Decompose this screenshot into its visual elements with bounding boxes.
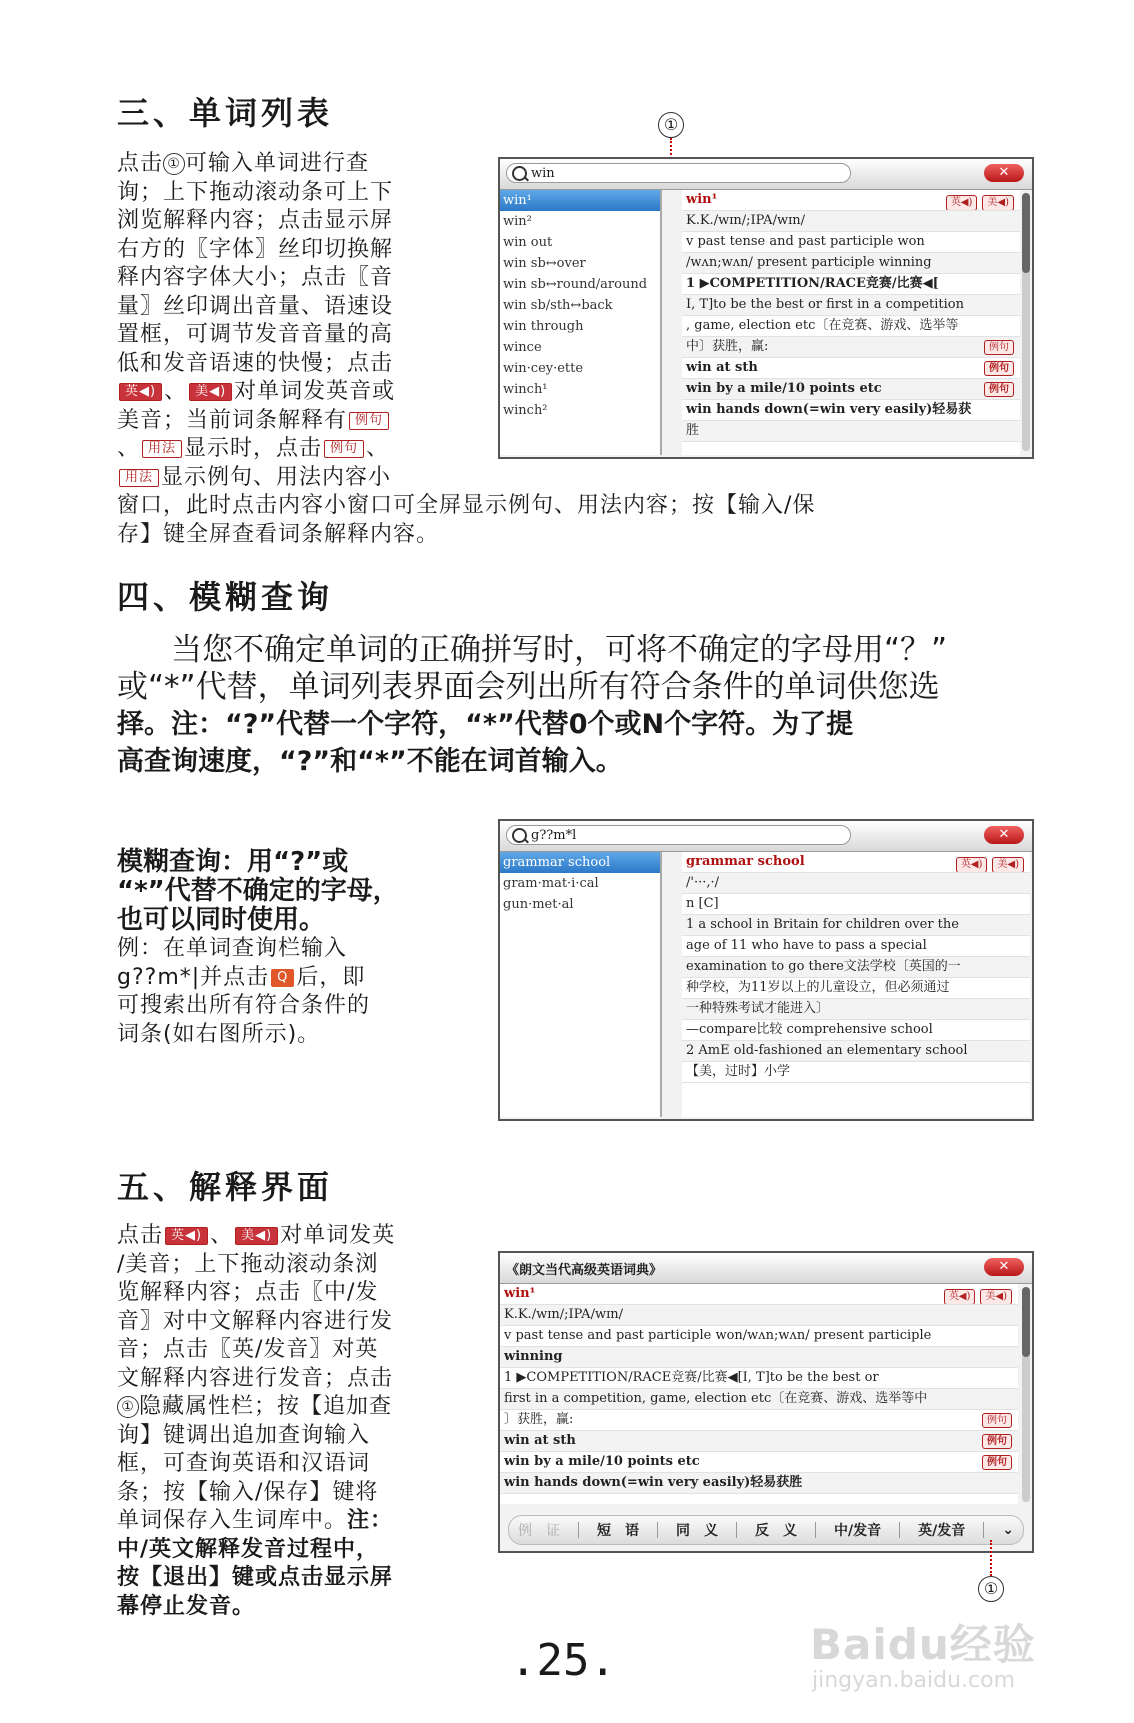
search-bar xyxy=(500,821,1032,852)
screen1-word-list xyxy=(498,157,1034,459)
definition-line: winning xyxy=(500,1347,1018,1368)
definition-line: 1 ▶COMPETITION/RACE竞赛/比赛◀[ xyxy=(682,274,1020,295)
definition-line: I, T]to be the best or first in a competition xyxy=(682,295,1020,316)
list-item[interactable]: win·cey·ette xyxy=(503,361,584,376)
screen1-marker: ① xyxy=(658,112,684,138)
headword-row xyxy=(682,852,1030,873)
toolbar-example[interactable]: 例 证 xyxy=(518,1523,560,1539)
definition-line: /wʌn;wʌn/ present participle winning xyxy=(682,253,1020,274)
example-tag: 例句 xyxy=(349,412,389,430)
definition-line: 〕获胜，赢: 例句 xyxy=(500,1410,1018,1431)
list-item[interactable]: win through xyxy=(503,319,584,334)
definition-line: n [C] xyxy=(682,894,1030,915)
us-pronounce-button: 美◀) xyxy=(235,1227,278,1245)
section3-tail: 窗口，此时点击内容小窗口可全屏显示例句、用法内容；按【输入/保 存】键全屏查看词条解释内容。 xyxy=(117,493,816,547)
marker-1: ① xyxy=(117,1396,139,1418)
headword-row xyxy=(682,190,1020,211)
uk-pronounce-button[interactable]: 英◀) xyxy=(956,857,988,873)
section3-body: 点击 ① 可输入单词进行查 询；上下拖动滚动条可上下 浏览解释内容；点击显示屏 右方的〖字体〗丝印切换解 释内容字体大小；点击〖音 量〗丝印调出音量、语速设 置框，可调节发音音量的高 低和发音语速的快慢；点击 英◀) 、 美◀) 对单词发英音或 美音；当前词条解释有 例句 、 用法 显示时，点击 例句 、 用法 显示例句、用法内容小 xyxy=(117,151,396,490)
section4-heading: 四、模糊查询 xyxy=(117,578,334,616)
close-button[interactable]: ✕ xyxy=(984,826,1024,844)
scrollbar[interactable] xyxy=(1022,193,1030,451)
list-item[interactable]: win² xyxy=(503,214,532,229)
list-item[interactable]: win sb/sth↔back xyxy=(503,298,613,313)
toolbar-en-speak[interactable]: 英/发音 xyxy=(918,1523,966,1539)
toolbar-cn-speak[interactable]: 中/发音 xyxy=(834,1523,882,1539)
search-input[interactable]: win xyxy=(506,163,851,183)
example-tag-2: 例句 xyxy=(324,440,364,458)
title-bar xyxy=(500,1253,1032,1284)
uk-pronounce-button: 英◀) xyxy=(119,383,162,401)
definition-line: 中〕获胜，赢: 例句 xyxy=(682,337,1020,358)
attribute-toolbar xyxy=(508,1515,1024,1545)
us-pronounce-button[interactable]: 美◀) xyxy=(982,195,1014,211)
definition-line: examination to go there文法学校〔英国的一 xyxy=(682,957,1030,978)
definition-line: 一种特殊考试才能进入〕 xyxy=(682,999,1030,1020)
us-pronounce-button: 美◀) xyxy=(189,383,232,401)
screen3-marker: ① xyxy=(978,1576,1004,1602)
headword: win¹ xyxy=(686,192,718,207)
dictionary-title: 《朗文当代高级英语词典》 xyxy=(506,1263,663,1278)
close-button[interactable]: ✕ xyxy=(984,1258,1024,1276)
headword: win¹ xyxy=(504,1286,536,1301)
list-item[interactable]: win¹ xyxy=(500,190,660,211)
toolbar-synonym[interactable]: 同 义 xyxy=(676,1523,718,1539)
scrollbar-thumb[interactable] xyxy=(1022,193,1030,273)
list-item[interactable]: winch² xyxy=(503,403,548,418)
definition-line: , game, election etc〔在竞赛、游戏、选举等 xyxy=(682,316,1020,337)
watermark-logo: Baidu经验 xyxy=(810,1620,1036,1669)
definition-line: 2 AmE old-fashioned an elementary school xyxy=(682,1041,1030,1062)
list-item[interactable]: win sb↔round/around xyxy=(503,277,648,292)
definition-pane xyxy=(682,852,1030,1117)
definition-line: first in a competition, game, election etc〔在竞赛、游戏、选举等中 xyxy=(500,1389,1018,1410)
usage-tag: 用法 xyxy=(142,440,182,458)
definition-line: age of 11 who have to pass a special xyxy=(682,936,1030,957)
definition-pane xyxy=(500,1284,1018,1504)
definition-line: win by a mile/10 points etc 例句 xyxy=(682,379,1020,400)
definition-line: win hands down(=win very easily)轻易获胜 xyxy=(500,1473,1018,1494)
definition-line: 【美，过时】小学 xyxy=(682,1062,1030,1083)
screen2-fuzzy-search xyxy=(498,819,1034,1121)
list-item[interactable]: winch¹ xyxy=(503,382,548,397)
marker-pointer xyxy=(990,1540,992,1576)
search-icon xyxy=(512,166,527,181)
example-button[interactable]: 例句 xyxy=(984,361,1014,376)
search-button-icon: Q xyxy=(271,969,294,987)
definition-line: win by a mile/10 points etc 例句 xyxy=(500,1452,1018,1473)
search-icon xyxy=(512,828,527,843)
list-item[interactable]: grammar school xyxy=(500,852,660,873)
scrollbar[interactable] xyxy=(1022,1287,1030,1502)
definition-line: /'···,·/ xyxy=(682,873,1030,894)
headword: grammar school xyxy=(686,854,805,869)
uk-pronounce-button[interactable]: 英◀) xyxy=(946,195,978,211)
toolbar-antonym[interactable]: 反 义 xyxy=(755,1523,797,1539)
word-list xyxy=(500,190,662,455)
close-button[interactable]: ✕ xyxy=(984,164,1024,182)
definition-line: K.K./wɪn/;IPA/wɪn/ xyxy=(500,1305,1018,1326)
chevron-down-icon[interactable]: ⌄ xyxy=(1002,1522,1014,1538)
definition-pane xyxy=(682,190,1020,455)
definition-line: —compare比较 comprehensive school xyxy=(682,1020,1030,1041)
toolbar-phrase[interactable]: 短 语 xyxy=(597,1523,639,1539)
definition-line: win at sth 例句 xyxy=(500,1431,1018,1452)
section4-paragraph: 当您不确定单词的正确拼写时，可将不确定的字母用“？” 或“*”代替，单词列表界面会列出所有符合条件的单词供您选 择。注：“?”代替一个字符，“*”代替0个或N个字符。为了提 高查询速度，“?”和“*”不能在词首输入。 xyxy=(117,632,948,777)
watermark-url: jingyan.baidu.com xyxy=(812,1668,1016,1693)
list-item[interactable]: wince xyxy=(503,340,542,355)
section5-heading: 五、解释界面 xyxy=(117,1168,334,1206)
definition-line: 1 a school in Britain for children over the xyxy=(682,915,1030,936)
example-button[interactable]: 例句 xyxy=(982,1455,1012,1470)
us-pronounce-button[interactable]: 美◀) xyxy=(980,1289,1012,1305)
definition-line: v past tense and past participle won xyxy=(682,232,1020,253)
example-button[interactable]: 例句 xyxy=(982,1413,1012,1428)
uk-pronounce-button: 英◀) xyxy=(165,1227,208,1245)
example-button[interactable]: 例句 xyxy=(984,340,1014,355)
definition-line: 1 ▶COMPETITION/RACE竞赛/比赛◀[I, T]to be the best or xyxy=(500,1368,1018,1389)
screen3-definition xyxy=(498,1251,1034,1553)
definition-line: win at sth 例句 xyxy=(682,358,1020,379)
list-item[interactable]: gram·mat·i·cal xyxy=(503,876,599,891)
example-button[interactable]: 例句 xyxy=(982,1434,1012,1449)
uk-pronounce-button[interactable]: 英◀) xyxy=(944,1289,976,1305)
section5-body: 点击 英◀) 、 美◀) 对单词发英 /美音；上下拖动滚动条浏 览解释内容；点击〖中/发 音〗对中文解释内容进行发 音；点击〖英/发音〗对英 文解释内容进行发音；点击 ① 隐藏属性栏；按【追加查 询】键调出追加查询输入 框，可查询英语和汉语词 条；按【输入/保存】键将 单词保存入生词库中。注： 中/英文解释发音过程中， 按【退出】键或点击显示屏 幕停止发音。 xyxy=(117,1223,396,1619)
definition-line: 种学校，为11岁以上的儿童设立，但必须通过 xyxy=(682,978,1030,999)
definition-line: K.K./wɪn/;IPA/wɪn/ xyxy=(682,211,1020,232)
marker-1: ① xyxy=(163,153,185,175)
list-item[interactable]: win out xyxy=(503,235,553,250)
list-item[interactable]: win sb↔over xyxy=(503,256,586,271)
definition-line: 胜 xyxy=(682,421,1020,442)
example-button[interactable]: 例句 xyxy=(984,382,1014,397)
definition-line: win hands down(=win very easily)轻易获 xyxy=(682,400,1020,421)
fuzzy-note: 模糊查询：用“?”或 “*”代替不确定的字母， 也可以同时使用。 例：在单词查询栏输入 g??m*|并点击 Q 后，即 可搜索出所有符合条件的 词条(如右图所示)。 xyxy=(117,847,399,1047)
search-bar xyxy=(500,159,1032,190)
usage-tag-2: 用法 xyxy=(119,469,159,487)
headword-row xyxy=(500,1284,1018,1305)
us-pronounce-button[interactable]: 美◀) xyxy=(992,857,1024,873)
word-list xyxy=(500,852,662,1117)
search-input[interactable]: g??m*l xyxy=(506,825,851,845)
scrollbar-thumb[interactable] xyxy=(1022,1287,1030,1357)
section3-heading: 三、单词列表 xyxy=(117,94,334,132)
list-item[interactable]: gun·met·al xyxy=(503,897,574,912)
page-number: .25. xyxy=(510,1635,616,1686)
definition-line: v past tense and past participle won/wʌn;wʌn/ present participle xyxy=(500,1326,1018,1347)
